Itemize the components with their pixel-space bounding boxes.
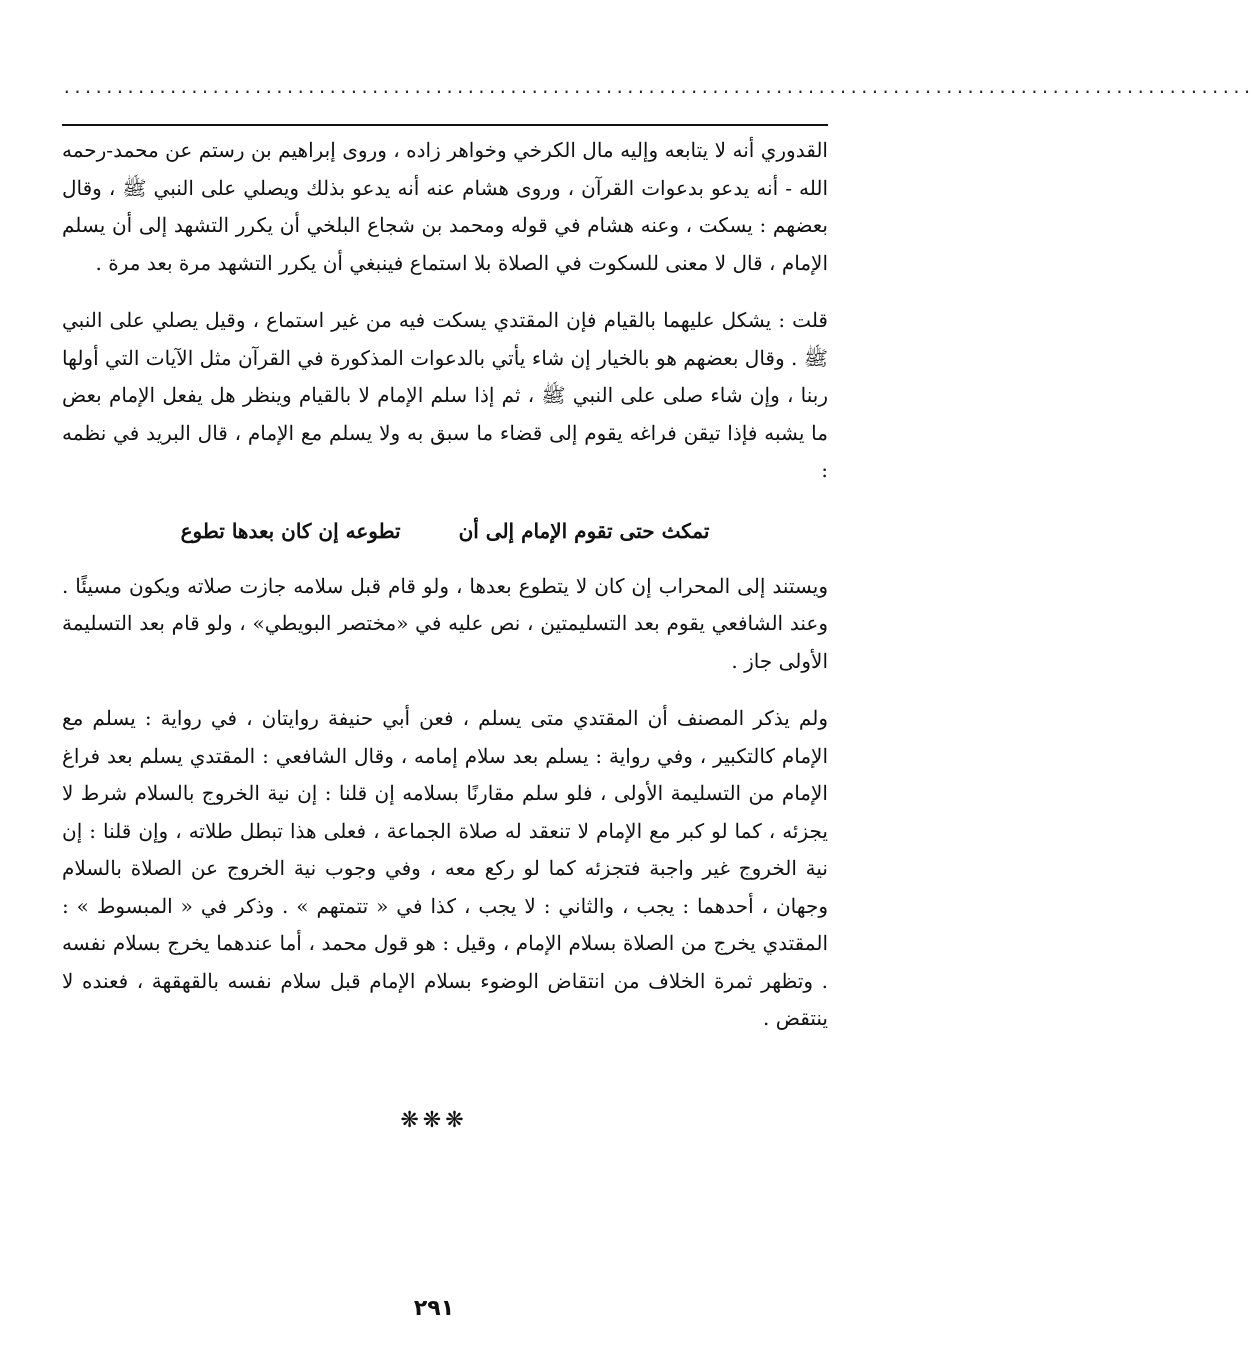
paragraph-3: ويستند إلى المحراب إن كان لا يتطوع بعدها ، ولو قام قبل سلامه جازت صلاته ويكون مسيئًا . وعند الشافعي يقوم بعد التسليمتين ، نص عليه في «مختصر البويطي» ، ولو قام بعد التسليمة الأولى جاز . <box>62 573 828 673</box>
paragraph-2: قلت : يشكل عليهما بالقيام فإن المقتدي يسكت فيه من غير استماع ، وقيل يصلي على النبي ﷺ . وقال بعضهم هو بالخيار إن شاء يأتي بالدعوات المذكورة في القرآن مثل الآيات التي أولها ربنا ، وإن شاء صلى على النبي ﷺ ، ثم إذا سلم الإمام لا بالقيام وينظر هل يفعل الإمام بعض ما يشبه فإذا تيقن فراغه يقوم إلى قضاء ما سبق به ولا يسلم مع الإمام ، قال البريد في نظمه : <box>62 308 828 482</box>
paragraph-1: القدوري أنه لا يتابعه وإليه مال الكرخي وخواهر زاده ، وروى إبراهيم بن رستم عن محمد-رحمه الله - أنه يدعو بدعوات القرآن ، وروى هشام عنه أنه يدعو بذلك ويصلي على النبي ﷺ ، وقال بعضهم : يسكت ، وعنه هشام في قوله ومحمد بن شجاع البلخي أن يكرر التشهد إلى أن يسلم الإمام ، قال لا معنى للسكوت في الصلاة بلا استماع فينبغي أن يكرر التشهد مرة بعد مرة . <box>62 138 829 275</box>
paragraph-4: ولم يذكر المصنف أن المقتدي متى يسلم ، فعن أبي حنيفة روايتان ، في رواية : يسلم مع الإمام كالتكبير ، وفي رواية : يسلم بعد سلام إمامه ، وقال الشافعي : المقتدي يسلم بعد فراغ الإمام من التسليمة الأولى ، فلو سلم مقارنًا بسلامه إن قلنا : إن نية الخروج بالسلام شرط لا يجزئه ، كما لو كبر مع الإمام لا تنعقد له صلاة الجماعة ، فعلى هذا تبطل طلاته ، وإن قلنا : إن نية الخروج غير واجبة فتجزئه كما لو ركع معه ، وفي وجوب نية الخروج عن الصلاة بالسلام وجهان ، أحدهما : يجب ، والثاني : لا يجب ، كذا في « تتمتهم » . وذكر في « المبسوط » : المقتدي يخرج من الصلاة بسلام الإمام ، وقيل : هو قول محمد ، أما عندهما يخرج بسلام نفسه . وتظهر ثمرة الخلاف من انتقاض الوضوء بسلام الإمام قبل سلام نفسه بالقهقهة ، فعنده لا ينتقض . <box>62 706 828 1030</box>
header-rule <box>62 124 828 126</box>
verse <box>62 514 828 548</box>
section-separator: ❋❋❋ <box>400 1108 468 1133</box>
verse-second-hemistich: تطوعه إن كان بعدها تطوع <box>180 518 401 543</box>
page-number: ٢٩١ <box>413 1296 455 1321</box>
header-dotted-line: ................................................................................................................ <box>62 78 1253 97</box>
verse-first-hemistich: تمكث حتى تقوم الإمام إلى أن <box>458 518 710 543</box>
page-body <box>62 132 828 1038</box>
